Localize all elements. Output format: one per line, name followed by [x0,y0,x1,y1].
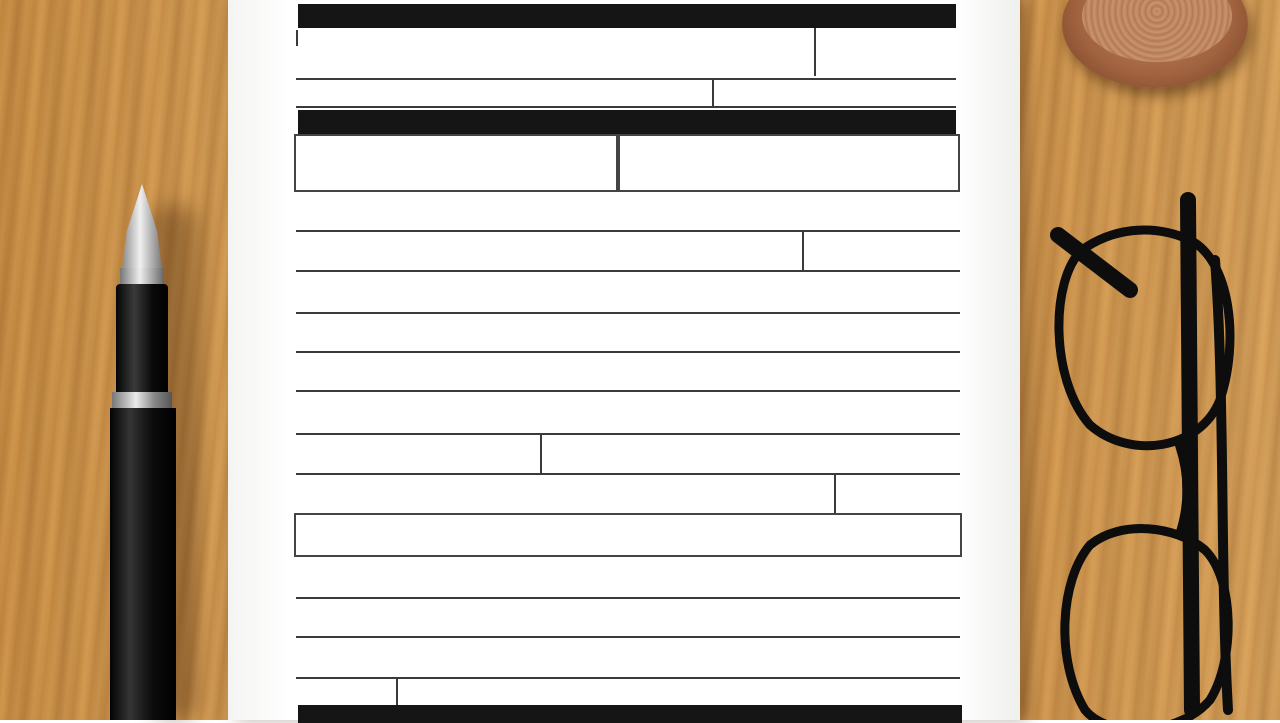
pen-body [116,284,168,394]
form-box [294,134,620,192]
glasses-temple-arm [1188,200,1192,710]
eyeglasses [1030,190,1270,720]
field-divider [396,679,398,705]
form-footer-bar [298,705,962,723]
form-line [296,433,960,435]
pen-ring [112,392,172,408]
form-paper [228,0,1020,720]
form-line [296,270,960,272]
field-divider [540,435,542,473]
section-header-bar [298,110,956,134]
form-line [296,597,960,599]
form-box [294,513,962,557]
pen-collar [120,268,164,284]
pen-cap [110,408,176,720]
field-divider [296,30,298,46]
form-line [296,390,960,392]
form-line [296,351,960,353]
field-divider [814,28,816,76]
field-divider [834,475,836,513]
glasses-lower-lens [1065,529,1228,720]
form-line [296,312,960,314]
field-divider [802,232,804,270]
form-header-bar [298,4,956,28]
form-box [616,134,960,192]
form-line [296,106,956,108]
form-line [296,230,960,232]
field-divider [712,80,714,108]
form-line [296,636,960,638]
form-line [296,473,960,475]
form-line [296,78,956,80]
